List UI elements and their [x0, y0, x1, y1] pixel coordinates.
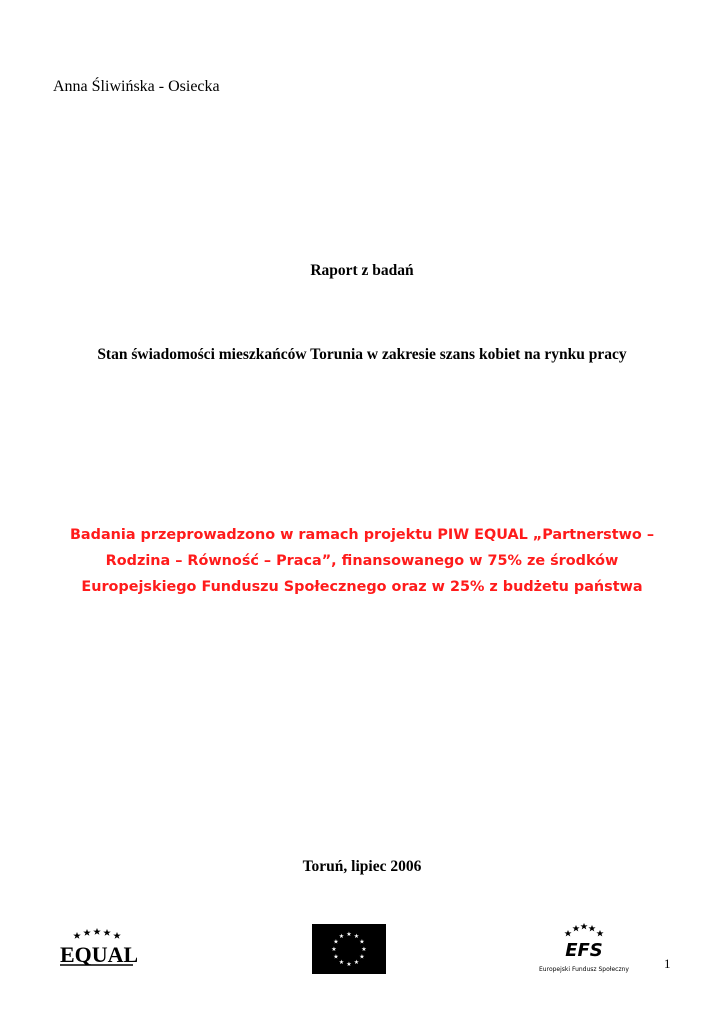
svg-text:★: ★: [359, 953, 365, 961]
svg-text:★: ★: [338, 959, 345, 966]
svg-text:EQUAL: EQUAL: [60, 942, 137, 967]
report-title: Stan świadomości mieszkańców Torunia w zakresie szans kobiet na rynku pracy: [97, 346, 627, 363]
svg-text:★: ★: [346, 961, 352, 968]
funding-line: Europejskiego Funduszu Społecznego oraz w 25% z budżetu państwa: [81, 579, 643, 595]
efs-caption: Europejski Fundusz Społeczny: [539, 966, 629, 973]
page-number: 1: [664, 956, 671, 971]
svg-text:★: ★: [338, 933, 345, 940]
efs-logo-icon: [538, 918, 630, 982]
svg-text:★: ★: [353, 959, 360, 966]
svg-text:★: ★: [333, 938, 339, 946]
equal-logo-icon: [57, 926, 137, 970]
svg-text:★: ★: [353, 933, 360, 940]
svg-text:★: ★: [359, 938, 365, 946]
svg-text:★: ★: [346, 931, 352, 938]
place-date: Toruń, lipiec 2006: [302, 858, 422, 875]
author-name: Anna Śliwińska - Osiecka: [53, 78, 220, 95]
funding-statement: [40, 522, 684, 600]
eu-flag-icon: [312, 924, 386, 974]
svg-text:★: ★: [333, 953, 339, 961]
svg-text:★: ★: [331, 946, 337, 953]
report-label: Raport z badań: [310, 262, 414, 279]
funding-line: Badania przeprowadzono w ramach projektu PIW EQUAL „Partnerstwo –: [69, 527, 655, 543]
funding-line: Rodzina – Równość – Praca”, finansowanego w 75% ze środków: [105, 553, 619, 569]
svg-text:EFS: EFS: [565, 940, 603, 961]
svg-text:★: ★: [361, 946, 367, 953]
